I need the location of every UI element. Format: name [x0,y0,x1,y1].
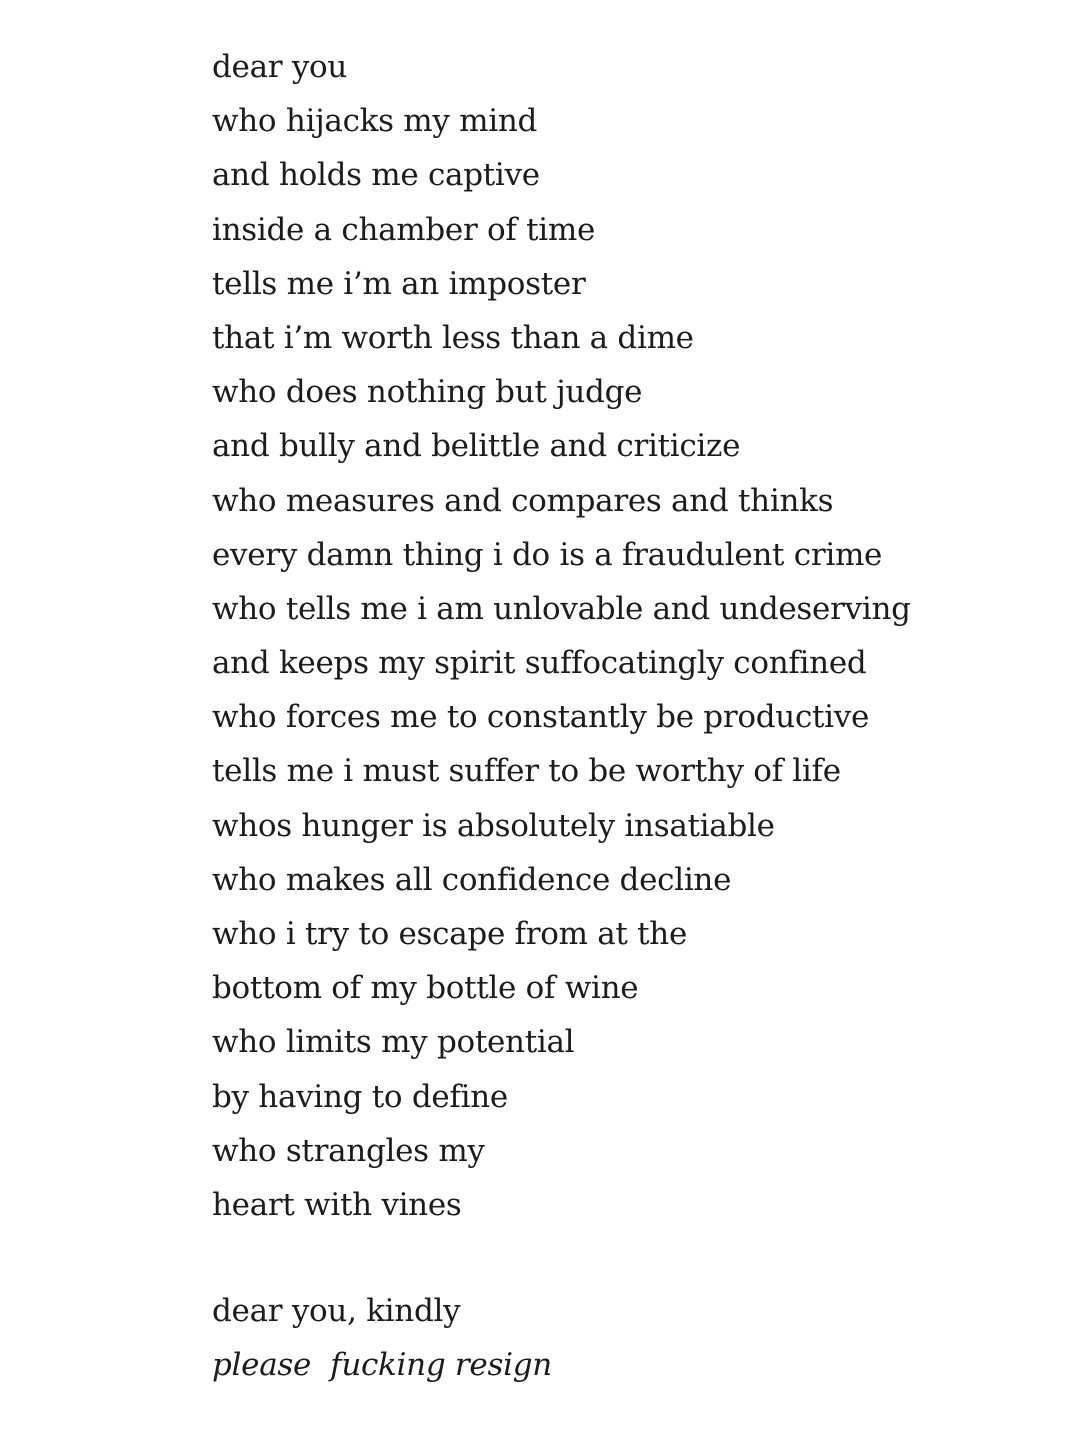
poem-line: by having to define [212,1078,508,1115]
poem-line: who i try to escape from at the [212,916,688,952]
closing-line: please fucking resign [212,1347,552,1384]
poem-line: who strangles my [212,1132,485,1169]
poem-line: who does nothing but judge [212,374,643,411]
poem-line: heart with vines [212,1186,462,1223]
poem-line: who makes all confidence decline [212,861,732,898]
poem-line: who measures and compares and thinks [212,482,834,519]
poem-line: and bully and belittle and criticize [212,428,741,465]
poem-line: who hijacks my mind [212,103,538,140]
poem-line: tells me i must suffer to be worthy of life [212,753,841,790]
poem-line: who forces me to constantly be productive [212,699,870,736]
poem-line: dear you [212,49,348,85]
poem-line: who limits my potential [212,1024,575,1061]
poem-line: whos hunger is absolutely insatiable [212,807,775,844]
poem-line: that i’m worth less than a dime [212,319,694,356]
poem [212,44,1032,1397]
poem-line: and keeps my spirit suffocatingly confined [212,645,867,682]
stanza-2 [212,1288,1032,1396]
stanza-break [212,1236,1032,1288]
poem-line: inside a chamber of time [212,211,596,248]
poem-line: who tells me i am unlovable and undeserving [212,590,911,627]
stanza-1 [212,44,1032,1236]
poem-line: every damn thing i do is a fraudulent crime [212,536,883,573]
poem-line: and holds me captive [212,157,540,194]
poem-line: bottom of my bottle of wine [212,970,639,1007]
poem-line: dear you, kindly [212,1293,461,1330]
poem-line: tells me i’m an imposter [212,265,586,302]
